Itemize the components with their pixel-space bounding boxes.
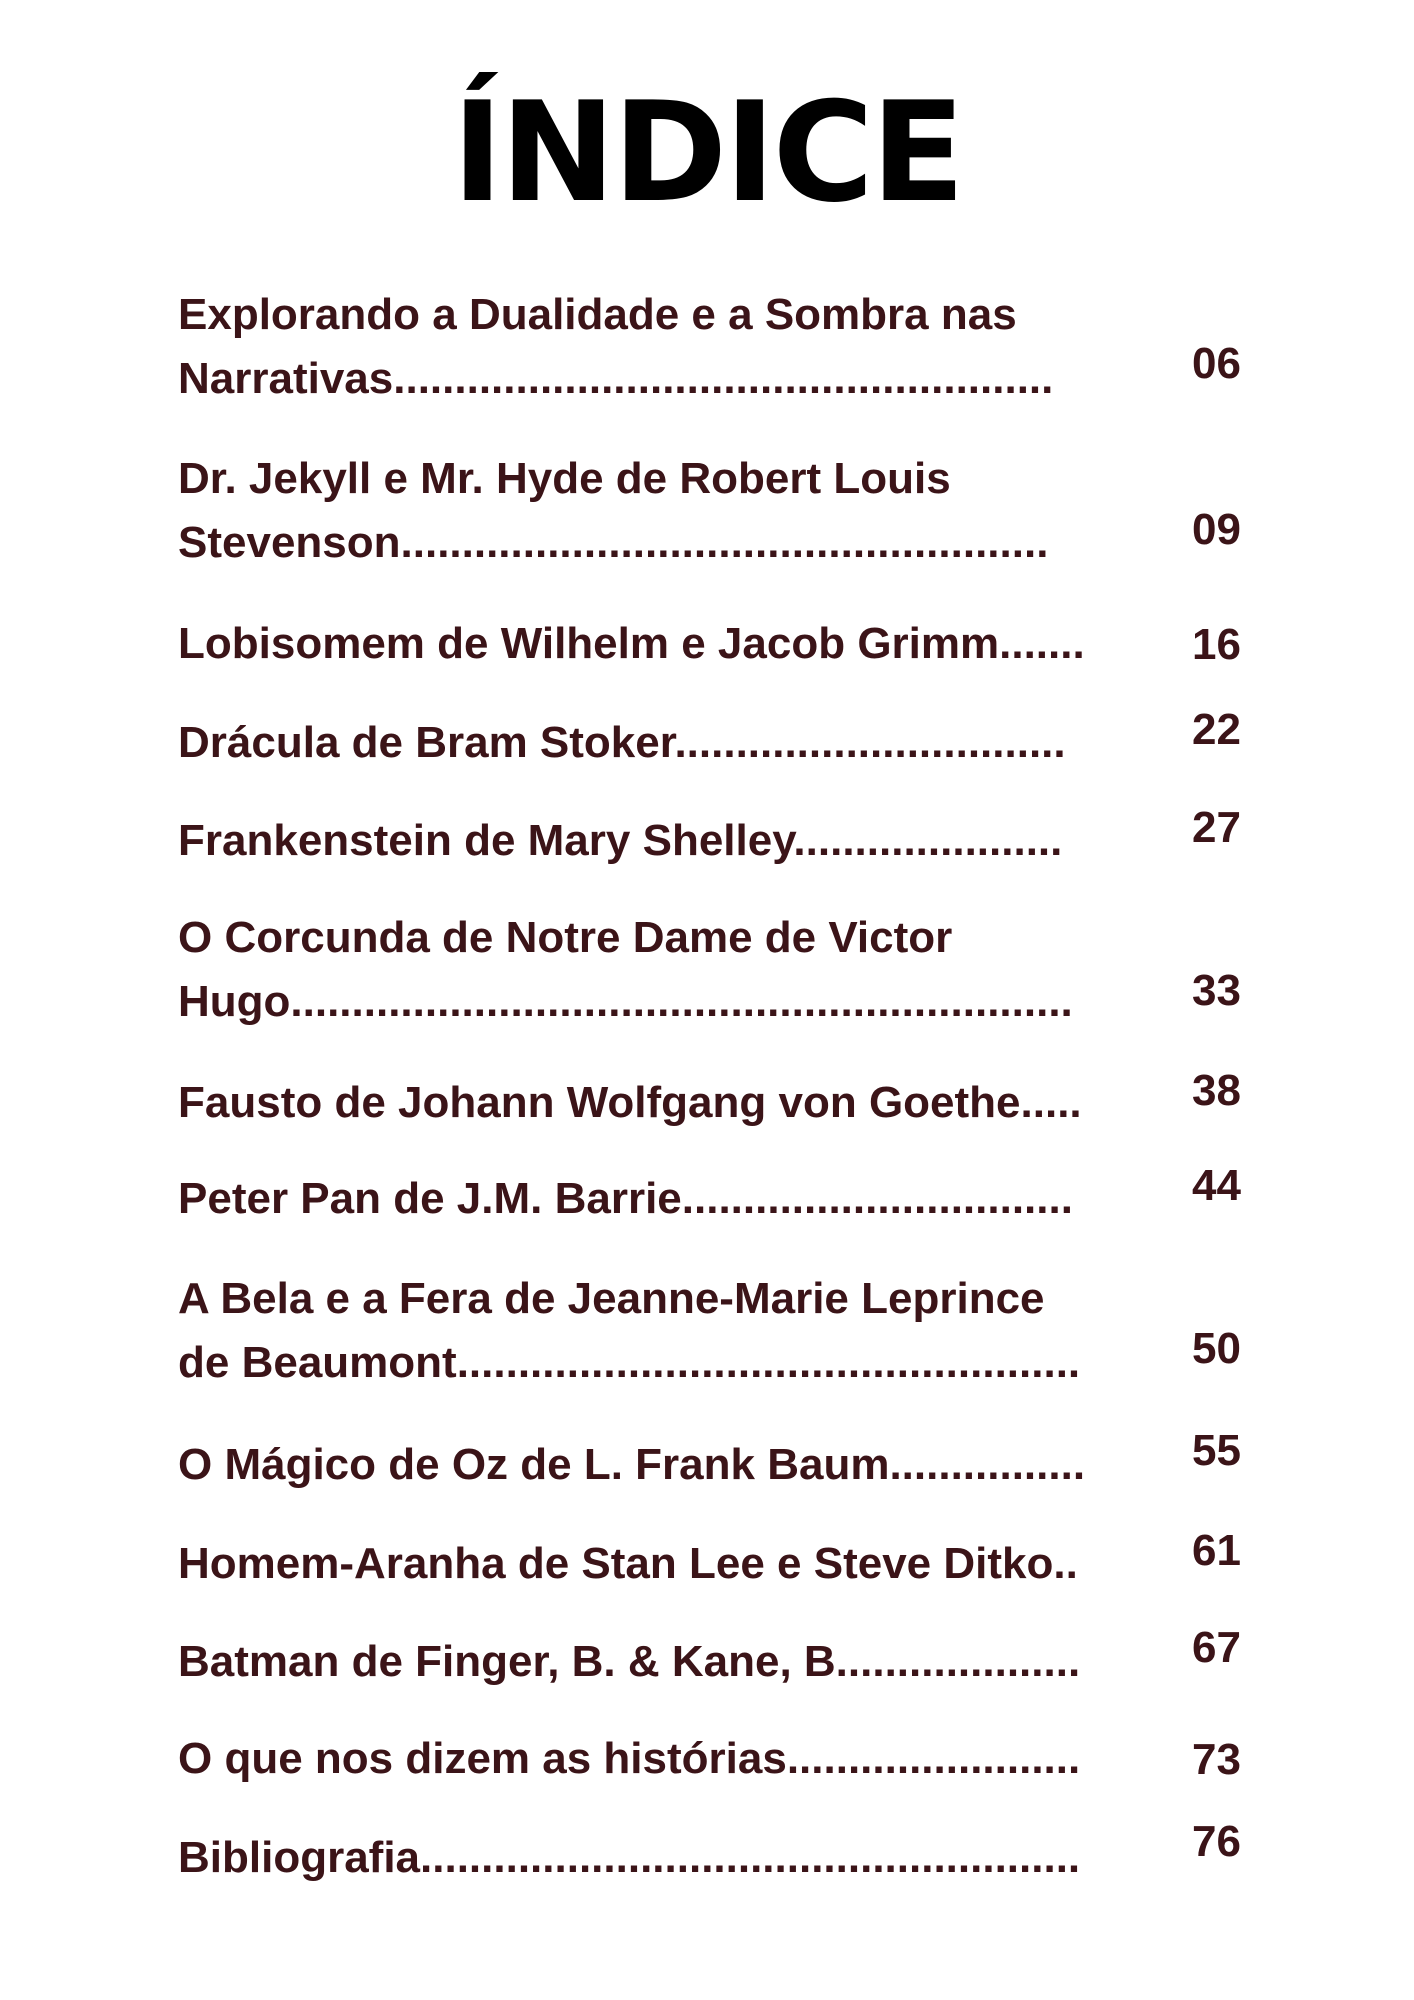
toc-entry-title: [178, 1630, 1168, 1694]
toc-entry-title: [178, 906, 1168, 1034]
toc-entry-title-line: Peter Pan de J.M. Barrie................................: [178, 1174, 1073, 1223]
toc-entry-title-line: Lobisomem de Wilhelm e Jacob Grimm.......: [178, 619, 1085, 668]
toc-entry-title-line: Hugo................................................................: [178, 977, 1073, 1026]
toc-entry-page-number: 27: [1192, 803, 1241, 852]
toc-entry-title: [178, 1727, 1168, 1791]
toc-entry-title: [178, 711, 1168, 775]
toc-entry-title: [178, 1267, 1168, 1395]
toc-entry-title: [178, 612, 1168, 676]
toc-entry-page-number: 44: [1192, 1161, 1241, 1210]
toc-entry-title: [178, 1433, 1168, 1497]
toc-entry-page-number: 61: [1192, 1526, 1241, 1575]
toc-entry-title-line: Batman de Finger, B. & Kane, B....................: [178, 1637, 1081, 1686]
toc-entry-title: [178, 1532, 1168, 1596]
toc-entry-title: [178, 1826, 1168, 1890]
toc-entry-title-line: A Bela e a Fera de Jeanne-Marie Leprince: [178, 1274, 1045, 1323]
toc-entry-page-number: 16: [1192, 620, 1241, 669]
toc-entry-title-line: de Beaumont...................................................: [178, 1338, 1081, 1387]
toc-entry-page-number: 67: [1192, 1623, 1241, 1672]
toc-entry-title-line: Explorando a Dualidade e a Sombra nas: [178, 290, 1017, 339]
toc-entry-title-line: Bibliografia......................................................: [178, 1833, 1081, 1882]
toc-entry-title-line: Homem-Aranha de Stan Lee e Steve Ditko..: [178, 1539, 1078, 1588]
page-title: ÍNDICE: [451, 72, 963, 233]
toc-entry-title: [178, 283, 1168, 411]
toc-entry-title-line: Narrativas......................................................: [178, 354, 1054, 403]
toc-entry-title-line: O que nos dizem as histórias........................: [178, 1734, 1081, 1783]
toc-entry-title-line: O Corcunda de Notre Dame de Victor: [178, 913, 953, 962]
toc-entry-page-number: 09: [1192, 505, 1241, 554]
toc-entry-page-number: 22: [1192, 705, 1241, 754]
toc-entry-page-number: 76: [1192, 1817, 1241, 1866]
toc-entry-title: [178, 809, 1168, 873]
toc-entry-title-line: Drácula de Bram Stoker................................: [178, 718, 1066, 767]
toc-entry-page-number: 50: [1192, 1324, 1241, 1373]
toc-entry-page-number: 38: [1192, 1066, 1241, 1115]
toc-entry-page-number: 06: [1192, 339, 1241, 388]
toc-entry-title-line: O Mágico de Oz de L. Frank Baum................: [178, 1440, 1086, 1489]
toc-entry-title-line: Dr. Jekyll e Mr. Hyde de Robert Louis: [178, 454, 951, 503]
toc-entry-page-number: 33: [1192, 966, 1241, 1015]
toc-entry-title-line: Fausto de Johann Wolfgang von Goethe.....: [178, 1078, 1082, 1127]
toc-entry-title: [178, 1167, 1168, 1231]
toc-entry-title: [178, 447, 1168, 575]
toc-entry-title-line: Frankenstein de Mary Shelley......................: [178, 816, 1063, 865]
toc-entry-title-line: Stevenson.....................................................: [178, 518, 1049, 567]
toc-entry-title: [178, 1071, 1168, 1135]
toc-entry-page-number: 55: [1192, 1426, 1241, 1475]
toc-entry-page-number: 73: [1192, 1735, 1241, 1784]
